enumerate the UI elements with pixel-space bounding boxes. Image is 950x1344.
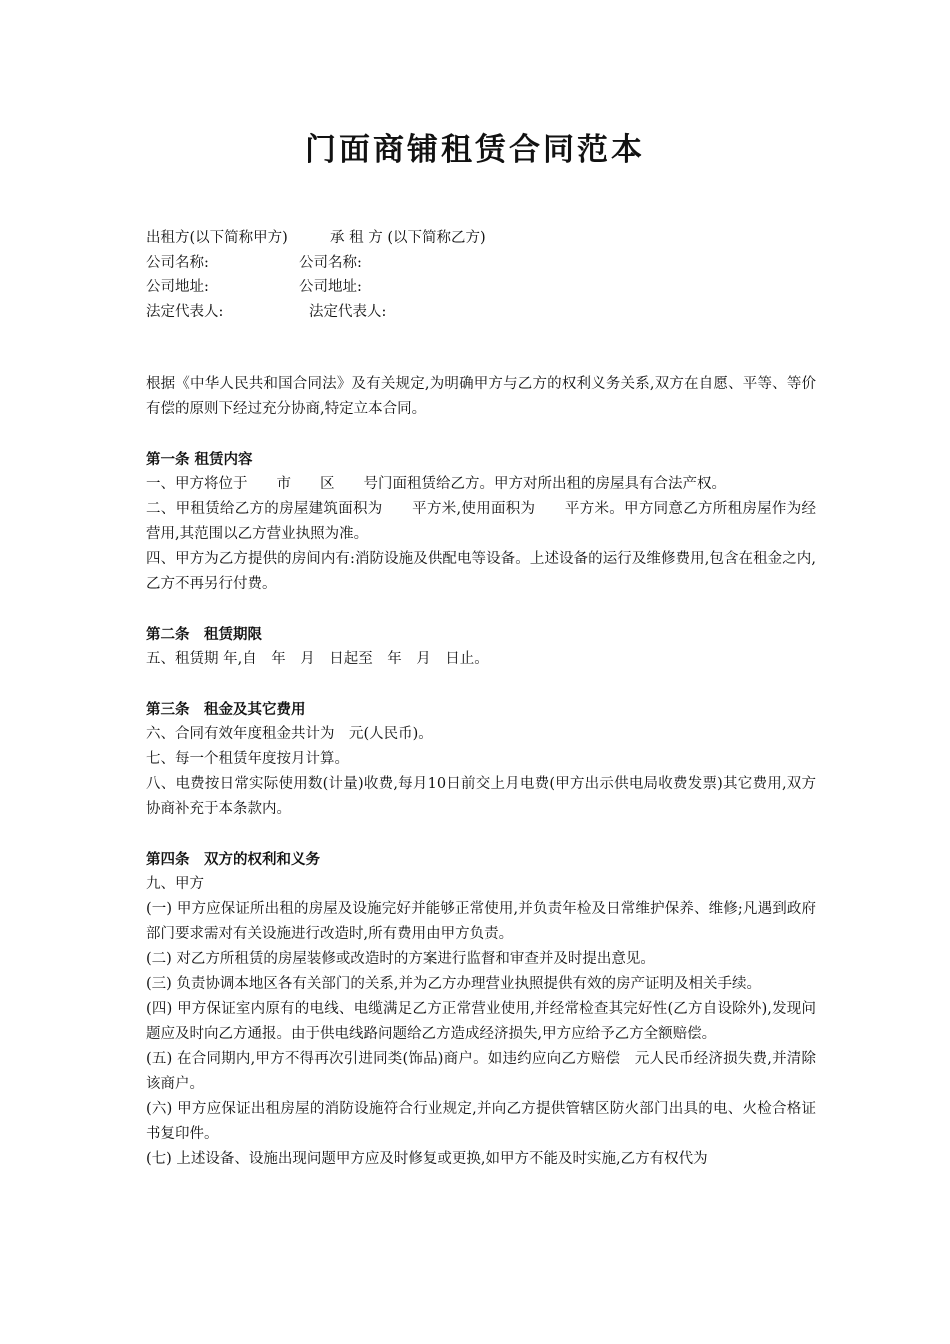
lessor-legal-rep-label: 法定代表人:	[146, 303, 224, 320]
lessee-company-address-label: 公司地址:	[299, 279, 362, 295]
section-1-para-3: 四、甲方为乙方提供的房间内有:消防设施及供配电等设备。上述设备的运行及维修费用,包含在租金之内,乙方不再另行付费。	[146, 551, 816, 592]
party-header-row	[146, 226, 826, 251]
section-3	[146, 697, 816, 822]
section-4-para-1: 九、甲方	[146, 876, 204, 892]
section-4-para-6: (五) 在合同期内,甲方不得再次引进同类(饰品)商户。如违约应向乙方赔偿 元人民币经济损失费,并清除该商户。	[146, 1051, 816, 1092]
section-2	[146, 622, 816, 672]
intro-paragraph: 根据《中华人民共和国合同法》及有关规定,为明确甲方与乙方的权利义务关系,双方在自愿、平等、等价有偿的原则下经过充分协商,特定立本合同。	[146, 376, 816, 417]
section-4-para-8: (七) 上述设备、设施出现问题甲方应及时修复或更换,如甲方不能及时实施,乙方有权代为	[146, 1151, 708, 1167]
section-3-para-1: 六、合同有效年度租金共计为 元(人民币)。	[146, 726, 433, 742]
section-3-para-3: 八、电费按日常实际使用数(计量)收费,每月10日前交上月电费(甲方出示供电局收费发票)其它费用,双方协商补充于本条款内。	[146, 776, 816, 817]
section-4-para-7: (六) 甲方应保证出租房屋的消防设施符合行业规定,并向乙方提供管辖区防火部门出具的电、火检合格证书复印件。	[146, 1101, 816, 1142]
document-title: 门面商铺租赁合同范本	[305, 132, 645, 168]
lessee-legal-rep-label: 法定代表人:	[309, 303, 387, 320]
section-3-para-2: 七、每一个租赁年度按月计算。	[146, 751, 349, 767]
lessor-company-name-label: 公司名称:	[146, 254, 209, 271]
lessee-label: 承 租 方 (以下简称乙方)	[330, 230, 486, 246]
company-address-row	[146, 275, 826, 300]
section-2-para-1: 五、租赁期 年,自 年 月 日起至 年 月 日止。	[146, 651, 489, 667]
parties-block	[146, 226, 826, 324]
section-1-para-1: 一、甲方将位于 市 区 号门面租赁给乙方。甲方对所出租的房屋具有合法产权。	[146, 476, 726, 492]
section-4-para-4: (三) 负责协调本地区各有关部门的关系,并为乙方办理营业执照提供有效的房产证明及相关手续。	[146, 976, 762, 992]
contract-body	[146, 372, 816, 1172]
lessor-company-address-label: 公司地址:	[146, 279, 209, 295]
company-name-row	[146, 251, 826, 276]
section-4-para-3: (二) 对乙方所租赁的房屋装修或改造时的方案进行监督和审查并及时提出意见。	[146, 951, 655, 967]
section-4-heading: 第四条 双方的权利和义务	[146, 851, 320, 868]
section-1-heading: 第一条 租赁内容	[146, 451, 253, 468]
section-3-heading: 第三条 租金及其它费用	[146, 701, 306, 718]
section-4	[146, 847, 816, 1172]
section-1-para-2: 二、甲租赁给乙方的房屋建筑面积为 平方米,使用面积为 平方米。甲方同意乙方所租房屋作为经营用,其范围以乙方营业执照为准。	[146, 501, 816, 542]
section-4-para-5: (四) 甲方保证室内原有的电线、电缆满足乙方正常营业使用,并经常检查其完好性(乙方自设除外),发现问题应及时向乙方通报。由于供电线路问题给乙方造成经济损失,甲方应给予乙方全额赔偿。	[146, 1001, 816, 1042]
section-1	[146, 447, 816, 597]
lessee-company-name-label: 公司名称:	[299, 254, 362, 271]
legal-rep-row	[146, 300, 826, 325]
lessor-label: 出租方(以下简称甲方)	[146, 230, 288, 246]
section-2-heading: 第二条 租赁期限	[146, 626, 262, 643]
section-4-para-2: (一) 甲方应保证所出租的房屋及设施完好并能够正常使用,并负责年检及日常维护保养、维修;凡遇到政府部门要求需对有关设施进行改造时,所有费用由甲方负责。	[146, 901, 816, 942]
